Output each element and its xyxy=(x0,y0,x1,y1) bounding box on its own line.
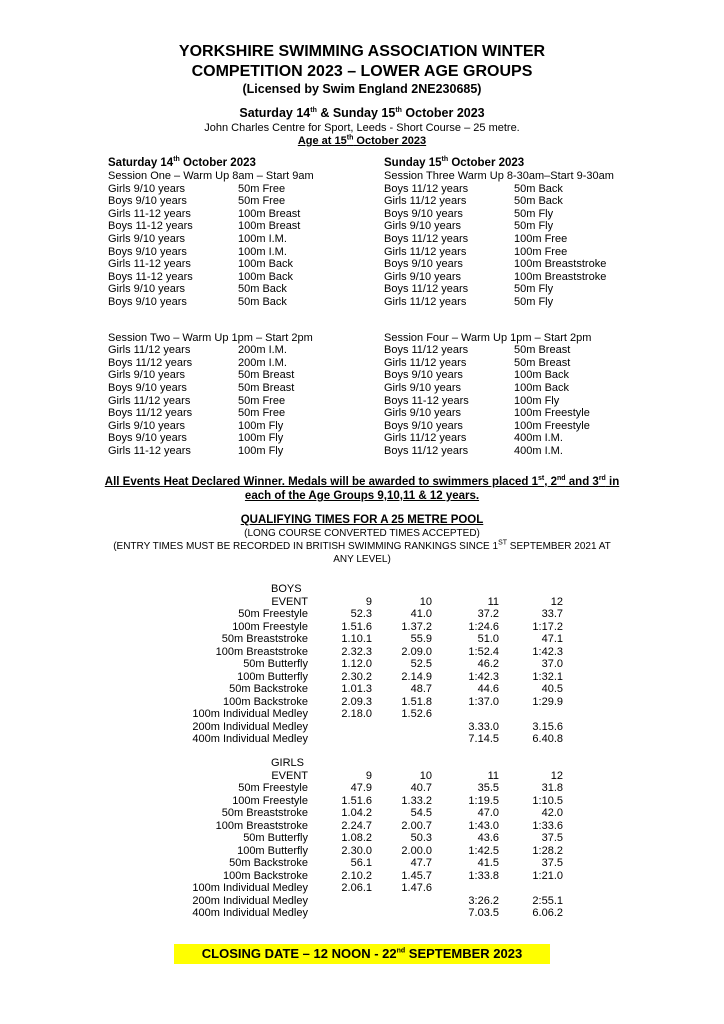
event-row xyxy=(384,296,614,309)
age-11-time: 11 xyxy=(487,595,499,608)
age-11-time: 1:42.3 xyxy=(468,670,499,683)
age-10-time: 2.00.0 xyxy=(401,844,432,857)
age-group: Girls 11/12 years xyxy=(108,344,191,357)
age-11-time: 37.2 xyxy=(477,608,499,620)
age-group: Girls 9/10 years xyxy=(108,182,186,195)
age-group: Girls 11/12 years xyxy=(108,394,191,407)
table-row xyxy=(150,869,563,883)
dates-line: Saturday 14th & Sunday 15th October 2023 xyxy=(239,106,485,120)
age-10-time: 2.09.0 xyxy=(401,645,432,658)
event-name: 100m I.M. xyxy=(238,245,287,258)
age-9-time: 1.51.6 xyxy=(341,620,372,633)
event-row xyxy=(108,208,314,221)
age-group: Girls 11/12 years xyxy=(384,356,467,369)
event-cell: 200m Individual Medley xyxy=(192,720,308,733)
age-group: Boys 11-12 years xyxy=(108,220,193,233)
table-row xyxy=(150,882,530,895)
age-12-time: 1:28.2 xyxy=(532,844,563,857)
age-group: Boys 9/10 years xyxy=(108,381,187,394)
age-10-time: 41.0 xyxy=(410,608,432,620)
session-three-events xyxy=(384,183,614,309)
age-group: Boys 9/10 years xyxy=(108,432,187,445)
age-group: Boys 11/12 years xyxy=(384,232,469,245)
age-9-time: 2.06.1 xyxy=(341,882,372,894)
age-11-time: 3:26.2 xyxy=(468,894,499,907)
title-line-2: COMPETITION 2023 – LOWER AGE GROUPS xyxy=(191,63,533,80)
event-name: 100m Fly xyxy=(238,444,284,457)
medals-line-2: each of the Age Groups 9,10,11 & 12 years. xyxy=(244,490,480,502)
event-row xyxy=(384,246,614,259)
event-name: 50m Breast xyxy=(238,369,295,382)
age-group: Girls 9/10 years xyxy=(384,381,462,394)
event-row xyxy=(384,445,614,458)
qualifying-heading: QUALIFYING TIMES FOR A 25 METRE POOL xyxy=(240,514,484,526)
age-12-time: 3.15.6 xyxy=(532,720,563,733)
closing-date-banner: CLOSING DATE – 12 NOON - 22nd SEPTEMBER 2023 xyxy=(174,944,550,964)
age-group: Boys 9/10 years xyxy=(384,369,463,382)
age-group: Boys 11/12 years xyxy=(384,283,469,296)
age-11-time: 7.03.5 xyxy=(468,907,499,919)
age-9-time: 1.10.1 xyxy=(341,633,372,645)
age-11-time: 41.5 xyxy=(477,857,499,869)
age-11-time: 47.0 xyxy=(477,807,499,819)
table-row xyxy=(150,695,563,709)
age-9-time: 56.1 xyxy=(350,857,372,869)
event-name: 50m Free xyxy=(238,394,286,407)
event-name: 50m Back xyxy=(514,182,563,195)
age-10-time: 2.14.9 xyxy=(401,670,432,683)
age-group: Girls 9/10 years xyxy=(384,270,462,283)
event-name: 200m I.M. xyxy=(238,344,287,357)
event-name: 100m Freestyle xyxy=(514,407,590,420)
event-name: 50m Free xyxy=(238,407,286,420)
event-cell: 100m Freestyle xyxy=(232,620,308,633)
age-12-time: 1:29.9 xyxy=(532,695,563,708)
event-name: 100m Free xyxy=(514,245,568,258)
event-cell: 100m Butterfly xyxy=(237,670,308,683)
event-row xyxy=(384,208,614,221)
age-9-time: 2.10.2 xyxy=(341,869,372,882)
age-group: Boys 11/12 years xyxy=(384,344,469,357)
age-11-time: 1:42.5 xyxy=(468,844,499,857)
age-9-time: 2.30.0 xyxy=(341,844,372,857)
event-cell: 100m Breaststroke xyxy=(215,645,308,658)
table-header-row xyxy=(150,595,563,609)
age-12-time: 1:33.6 xyxy=(532,819,563,832)
girls-times-table xyxy=(150,757,563,920)
event-name: 100m Free xyxy=(514,232,568,245)
event-cell: 100m Individual Medley xyxy=(192,882,308,894)
table-row xyxy=(150,645,563,659)
age-12-time: 12 xyxy=(550,595,563,608)
event-cell: 100m Backstroke xyxy=(223,695,308,708)
session-two-events xyxy=(108,344,314,457)
table-row xyxy=(150,907,563,920)
event-cell: 50m Backstroke xyxy=(229,857,308,869)
age-10-time: 52.5 xyxy=(410,658,432,670)
age-group: Girls 11-12 years xyxy=(108,207,191,220)
girls-label: GIRLS xyxy=(271,757,305,769)
table-row xyxy=(150,708,530,721)
event-row xyxy=(108,246,314,259)
event-row xyxy=(108,344,314,357)
age-11-time: 1:33.8 xyxy=(468,869,499,882)
age-11-time: 1:43.0 xyxy=(468,819,499,832)
event-name: 100m Freestyle xyxy=(514,419,590,432)
age-10-time: 47.7 xyxy=(410,857,432,869)
event-cell: 50m Butterfly xyxy=(243,658,308,670)
event-name: 100m Fly xyxy=(514,394,560,407)
event-row xyxy=(384,271,614,284)
session-two-title: Session Two – Warm Up 1pm – Start 2pm xyxy=(108,331,313,344)
event-name: 100m Breaststroke xyxy=(514,270,607,283)
age-10-time: 10 xyxy=(419,769,432,782)
table-row xyxy=(150,794,563,808)
event-row xyxy=(384,220,614,233)
event-name: 50m Back xyxy=(514,195,563,208)
event-name: 50m Fly xyxy=(514,207,554,220)
age-9-time: 2.30.2 xyxy=(341,670,372,683)
event-name: 400m I.M. xyxy=(514,444,563,457)
age-group: Boys 9/10 years xyxy=(108,295,187,308)
event-cell: 400m Individual Medley xyxy=(192,907,308,919)
age-group: Girls 11/12 years xyxy=(384,195,467,208)
age-group: Boys 11-12 years xyxy=(384,394,469,407)
age-group: Boys 11/12 years xyxy=(384,444,469,457)
age-group: Girls 11/12 years xyxy=(384,432,467,445)
qualifying-note-3: ANY LEVEL) xyxy=(333,554,391,565)
event-row xyxy=(384,183,614,196)
venue-line: John Charles Centre for Sport, Leeds - Short Course – 25 metre. xyxy=(204,122,520,134)
age-11-time: 1:19.5 xyxy=(468,794,499,807)
age-10-time: 48.7 xyxy=(410,683,432,695)
event-name: 100m I.M. xyxy=(238,232,287,245)
event-row xyxy=(384,407,614,420)
event-row xyxy=(384,369,614,382)
event-name: 50m Fly xyxy=(514,295,554,308)
event-row xyxy=(108,283,314,296)
age-10-time: 1.33.2 xyxy=(401,794,432,807)
title-line-1: YORKSHIRE SWIMMING ASSOCIATION WINTER xyxy=(178,43,546,60)
event-name: 50m Breast xyxy=(514,344,571,357)
age-9-time: 2.24.7 xyxy=(341,819,372,832)
session-four-title: Session Four – Warm Up 1pm – Start 2pm xyxy=(384,331,592,344)
age-group: Girls 11/12 years xyxy=(384,295,467,308)
age-11-time: 35.5 xyxy=(477,782,499,794)
event-row xyxy=(108,271,314,284)
qualifying-note-1: (LONG COURSE CONVERTED TIMES ACCEPTED) xyxy=(244,528,480,539)
event-name: 50m Free xyxy=(238,182,286,195)
event-row xyxy=(108,183,314,196)
event-name: 100m Breast xyxy=(238,207,301,220)
age-9-time: 1.08.2 xyxy=(341,832,372,844)
boys-label: BOYS xyxy=(271,583,302,595)
age-11-time: 51.0 xyxy=(477,633,499,645)
age-12-time: 47.1 xyxy=(541,633,563,645)
table-row xyxy=(150,733,563,746)
event-row xyxy=(108,195,314,208)
age-11-time: 46.2 xyxy=(477,658,499,670)
age-12-time: 1:42.3 xyxy=(532,645,563,658)
age-9-time: 52.3 xyxy=(350,608,372,620)
saturday-heading: Saturday 14th October 2023 xyxy=(108,156,256,169)
table-row xyxy=(150,807,563,820)
event-name: 100m Fly xyxy=(238,419,284,432)
age-group: Girls 9/10 years xyxy=(108,283,186,296)
event-row xyxy=(384,357,614,370)
event-name: 100m Breast xyxy=(238,220,301,233)
age-12-time: 42.0 xyxy=(541,807,563,819)
event-cell: 200m Individual Medley xyxy=(192,894,308,907)
table-row xyxy=(150,633,563,646)
event-row xyxy=(108,432,314,445)
event-cell: EVENT xyxy=(271,769,308,782)
event-row xyxy=(108,369,314,382)
sunday-heading: Sunday 15th October 2023 xyxy=(384,156,525,169)
event-cell: 50m Freestyle xyxy=(238,782,308,794)
age-10-time: 1.47.6 xyxy=(401,882,432,894)
age-group: Boys 9/10 years xyxy=(108,245,187,258)
event-cell: 100m Backstroke xyxy=(223,869,308,882)
age-12-time: 1:32.1 xyxy=(532,670,563,683)
age-12-time: 6.40.8 xyxy=(532,733,563,745)
event-cell: 100m Breaststroke xyxy=(215,819,308,832)
age-9-time: 47.9 xyxy=(350,782,372,794)
age-12-time: 2:55.1 xyxy=(532,894,563,907)
age-group: Girls 11-12 years xyxy=(108,444,191,457)
table-row xyxy=(150,720,563,734)
session-four-events xyxy=(384,344,614,457)
event-name: 50m Breast xyxy=(514,356,571,369)
age-group: Girls 9/10 years xyxy=(108,369,186,382)
event-cell: 100m Individual Medley xyxy=(192,708,308,720)
sunday-column xyxy=(384,156,614,457)
table-row xyxy=(150,670,563,684)
event-name: 100m Breaststroke xyxy=(514,258,607,271)
age-group: Boys 9/10 years xyxy=(108,195,187,208)
age-12-time: 37.0 xyxy=(541,658,563,670)
event-name: 100m Back xyxy=(238,270,294,283)
event-row xyxy=(108,220,314,233)
event-row xyxy=(108,420,314,433)
age-group: Girls 9/10 years xyxy=(108,232,186,245)
age-10-time: 1.52.6 xyxy=(401,708,432,720)
event-row xyxy=(108,357,314,370)
age-group: Girls 11/12 years xyxy=(384,245,467,258)
saturday-column xyxy=(108,156,314,457)
age-11-time: 11 xyxy=(487,769,499,782)
table-row xyxy=(150,608,563,621)
age-group: Boys 9/10 years xyxy=(384,419,463,432)
age-10-time: 40.7 xyxy=(410,782,432,794)
event-name: 50m Fly xyxy=(514,283,554,296)
age-12-time: 33.7 xyxy=(541,608,563,620)
event-row xyxy=(108,382,314,395)
age-9-time: 1.12.0 xyxy=(341,658,372,670)
table-row xyxy=(150,819,563,833)
table-row xyxy=(150,857,563,870)
age-group: Boys 9/10 years xyxy=(384,207,463,220)
event-name: 100m Back xyxy=(514,381,570,394)
event-row xyxy=(384,382,614,395)
event-row xyxy=(384,432,614,445)
event-cell: 50m Backstroke xyxy=(229,683,308,695)
age-12-time: 1:21.0 xyxy=(532,869,563,882)
age-12-time: 31.8 xyxy=(541,782,563,794)
age-10-time: 1.37.2 xyxy=(401,620,432,633)
event-row xyxy=(384,395,614,408)
event-row xyxy=(108,233,314,246)
event-row xyxy=(384,233,614,246)
age-12-time: 1:17.2 xyxy=(532,620,563,633)
age-9-time: 1.01.3 xyxy=(341,683,372,695)
age-group: Girls 9/10 years xyxy=(384,407,462,420)
event-name: 50m Fly xyxy=(514,220,554,233)
age-12-time: 12 xyxy=(550,769,563,782)
qualifying-note-2: (ENTRY TIMES MUST BE RECORDED IN BRITISH SWIMMING RANKINGS SINCE 1ST SEPTEMBER 2021 AT xyxy=(113,539,611,552)
event-name: 100m Fly xyxy=(238,432,284,445)
event-cell: 50m Breaststroke xyxy=(221,807,308,819)
age-group: Boys 11/12 years xyxy=(384,182,469,195)
event-cell: 100m Butterfly xyxy=(237,844,308,857)
age-10-time: 55.9 xyxy=(410,633,432,645)
event-row xyxy=(108,395,314,408)
age-10-time: 50.3 xyxy=(410,832,432,844)
event-cell: 400m Individual Medley xyxy=(192,733,308,745)
age-group: Boys 9/10 years xyxy=(384,258,463,271)
age-line: Age at 15th October 2023 xyxy=(297,134,427,147)
age-9-time: 9 xyxy=(365,769,372,782)
table-row xyxy=(150,683,563,696)
age-group: Girls 9/10 years xyxy=(108,419,186,432)
event-row xyxy=(108,258,314,271)
event-row xyxy=(108,296,314,309)
event-row xyxy=(384,420,614,433)
age-10-time: 10 xyxy=(419,595,432,608)
age-9-time: 1.51.6 xyxy=(341,794,372,807)
event-cell: 50m Freestyle xyxy=(238,608,308,620)
event-name: 50m Free xyxy=(238,195,286,208)
table-row xyxy=(150,844,563,858)
age-9-time: 2.18.0 xyxy=(341,708,372,720)
age-group: Girls 11-12 years xyxy=(108,258,191,271)
event-cell: 50m Breaststroke xyxy=(221,633,308,645)
age-12-time: 1:10.5 xyxy=(532,794,563,807)
licence-line: (Licensed by Swim England 2NE230685) xyxy=(242,82,482,96)
medals-line-1: All Events Heat Declared Winner. Medals will be awarded to swimmers placed 1st, 2nd and 3rd in xyxy=(104,475,620,488)
age-10-time: 1.45.7 xyxy=(401,869,432,882)
table-row xyxy=(150,894,563,908)
event-name: 100m Back xyxy=(514,369,570,382)
event-row xyxy=(384,283,614,296)
age-12-time: 37.5 xyxy=(541,832,563,844)
age-11-time: 1:37.0 xyxy=(468,695,499,708)
event-cell: EVENT xyxy=(271,595,308,608)
age-10-time: 1.51.8 xyxy=(401,695,432,708)
age-group: Boys 11/12 years xyxy=(108,356,193,369)
event-row xyxy=(108,407,314,420)
age-group: Girls 9/10 years xyxy=(384,220,462,233)
age-9-time: 2.09.3 xyxy=(341,695,372,708)
event-row xyxy=(384,195,614,208)
age-9-time: 1.04.2 xyxy=(341,807,372,819)
age-9-time: 9 xyxy=(365,595,372,608)
event-row xyxy=(384,258,614,271)
event-name: 50m Back xyxy=(238,283,287,296)
table-row xyxy=(150,782,563,795)
session-one-title: Session One – Warm Up 8am – Start 9am xyxy=(108,170,314,182)
age-11-time: 3.33.0 xyxy=(468,720,499,733)
session-one-events xyxy=(108,183,314,309)
age-10-time: 54.5 xyxy=(410,807,432,819)
table-row xyxy=(150,658,563,671)
age-12-time: 37.5 xyxy=(541,857,563,869)
age-10-time: 2.00.7 xyxy=(401,819,432,832)
event-name: 50m Breast xyxy=(238,381,295,394)
event-name: 50m Back xyxy=(238,295,287,308)
boys-times-table xyxy=(150,583,563,746)
event-cell: 50m Butterfly xyxy=(243,832,308,844)
age-9-time: 2.32.3 xyxy=(341,645,372,658)
age-11-time: 1:24.6 xyxy=(468,620,499,633)
age-11-time: 44.6 xyxy=(477,683,499,695)
session-three-title: Session Three Warm Up 8-30am–Start 9-30am xyxy=(384,170,614,182)
event-name: 100m Back xyxy=(238,258,294,271)
age-12-time: 40.5 xyxy=(541,683,563,695)
event-row xyxy=(384,344,614,357)
table-row xyxy=(150,620,563,634)
event-row xyxy=(108,445,314,458)
age-group: Boys 11-12 years xyxy=(108,270,193,283)
age-12-time: 6.06.2 xyxy=(532,907,563,919)
age-11-time: 7.14.5 xyxy=(468,733,499,745)
event-name: 200m I.M. xyxy=(238,356,287,369)
event-name: 400m I.M. xyxy=(514,432,563,445)
table-header-row xyxy=(150,769,563,783)
event-cell: 100m Freestyle xyxy=(232,794,308,807)
table-row xyxy=(150,832,563,845)
age-group: Boys 11/12 years xyxy=(108,407,193,420)
age-11-time: 1:52.4 xyxy=(468,645,499,658)
age-11-time: 43.6 xyxy=(477,832,499,844)
